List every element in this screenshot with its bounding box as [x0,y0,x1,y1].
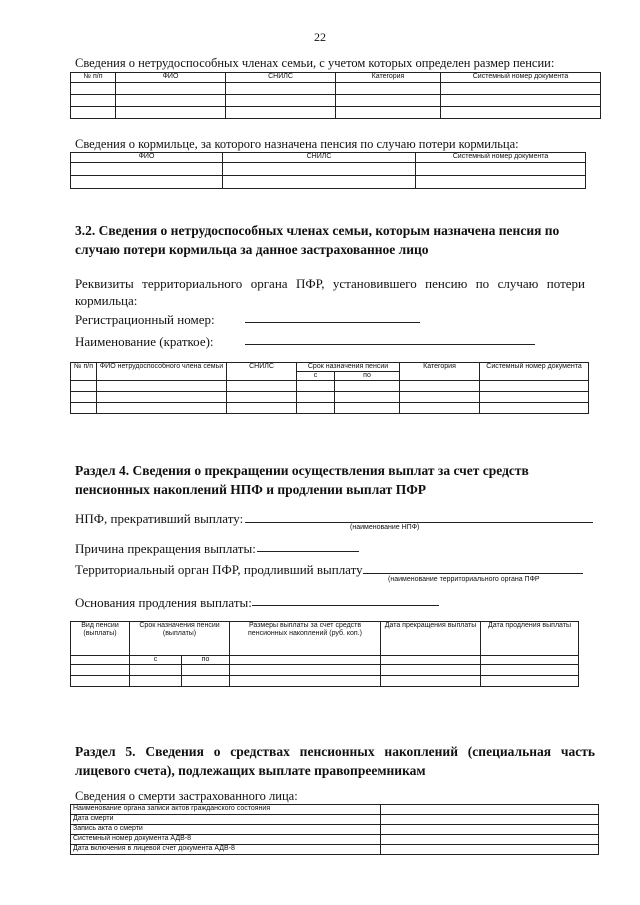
row-registry-office: Наименование органа записи актов гражданского состояния [71,805,381,815]
reason-label: Причина прекращения выплаты: [75,541,256,556]
section-3-2-heading: 3.2. Сведения о нетрудоспособных членах семьи, которым назначена пенсия по случаю потери кормильца за данное застрахованное лицо [75,223,560,257]
header-to: по [182,656,230,665]
row-adv8-date: Дата включения в лицевой счет документа АДВ-8 [71,845,381,855]
section-4-heading: Раздел 4. Сведения о прекращении осуществления выплат за счет средств пенсионных накоплений НПФ и продлении выплат ПФР [75,463,529,497]
row-death-record: Запись акта о смерти [71,825,381,835]
grounds-label: Основания продления выплаты: [75,595,252,610]
row-adv8-number: Системный номер документа АДВ-8 [71,835,381,845]
row-death-date: Дата смерти [71,815,381,825]
header-to: по [335,372,400,381]
death-caption: Сведения о смерти застрахованного лица: [75,789,298,803]
header-snils: СНИЛС [227,363,297,381]
header-doc-number: Системный номер документа [480,363,589,381]
header-fio: ФИО нетрудоспособного члена семьи [97,363,227,381]
header-amount: Размеры выплаты за счет средств пенсионных накоплений (руб. коп.) [230,622,381,656]
header-snils: СНИЛС [223,153,416,163]
family-members-caption: Сведения о нетрудоспособных членах семьи, с учетом которых определен размер пенсии: [75,56,555,70]
header-fio: ФИО [71,153,223,163]
header-num: № п/п [71,363,97,381]
territorial-field[interactable] [363,573,583,574]
header-category: Категория [400,363,480,381]
family-members-table [70,72,601,119]
header-stop-date: Дата прекращения выплаты [381,622,481,656]
npf-label: НПФ, прекративший выплату: [75,511,244,526]
section-3-2-table [70,362,589,414]
header-snils: СНИЛС [226,73,336,83]
breadwinner-caption: Сведения о кормильце, за которого назначена пенсия по случаю потери кормильца: [75,137,519,151]
grounds-field[interactable] [252,605,439,606]
header-num: № п/п [71,73,116,83]
header-period: Срок назначения пенсии (выплаты) [130,622,230,656]
header-extension-date: Дата продления выплаты [481,622,579,656]
page-number: 22 [314,30,326,44]
header-pension-type: Вид пенсии (выплаты) [71,622,130,656]
territorial-label: Территориальный орган ПФР, продливший выплату [75,562,363,577]
breadwinner-table [70,152,586,189]
name-field[interactable] [245,344,535,345]
npf-field[interactable] [245,522,593,523]
requisites-text: Реквизиты территориального органа ПФР, установившего пенсию по случаю потери кормильца: [75,276,585,308]
section-4-table [70,621,579,687]
reg-number-label: Регистрационный номер: [75,312,215,327]
reg-number-field[interactable] [245,322,420,323]
death-info-table [70,804,599,855]
header-period: Срок назначения пенсии [297,363,400,372]
section-5-heading: Раздел 5. Сведения о средствах пенсионных накоплений (специальная часть лицевого счета), подлежащих выплате правопреемникам [75,744,595,778]
header-fio: ФИО [116,73,226,83]
header-from: с [130,656,182,665]
reason-field[interactable] [257,551,359,552]
name-label: Наименование (краткое): [75,334,214,349]
header-category: Категория [336,73,441,83]
territorial-hint: (наименование территориального органа ПФР [388,576,540,583]
header-doc-number: Системный номер документа [416,153,586,163]
header-from: с [297,372,335,381]
header-doc-number: Системный номер документа [441,73,601,83]
npf-hint: (наименование НПФ) [350,524,420,531]
